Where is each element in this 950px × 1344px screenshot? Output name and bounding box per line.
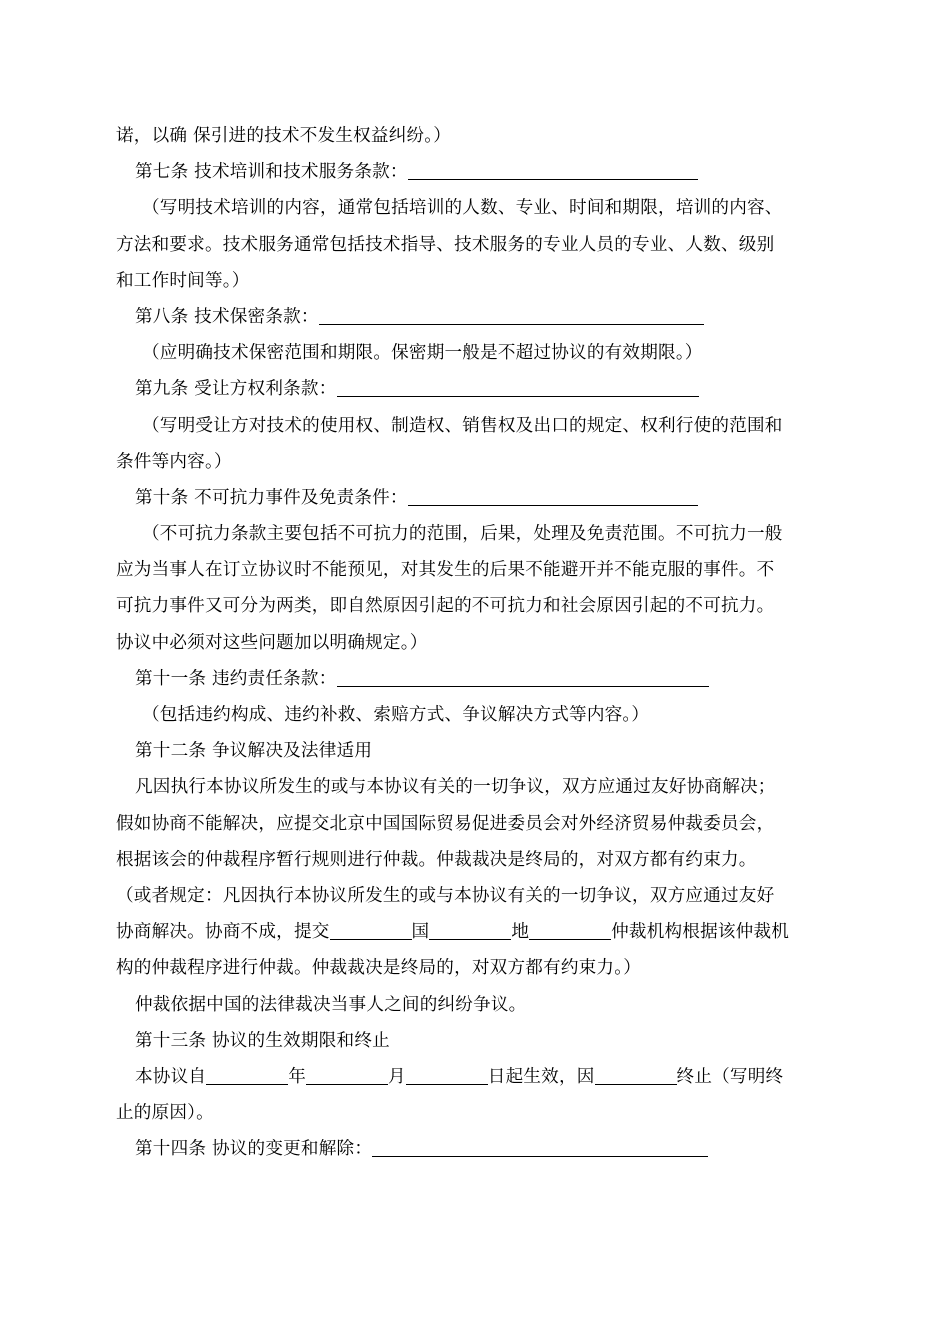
text-segment: 地 xyxy=(511,922,530,943)
text-line: 条件等内容。） xyxy=(116,451,232,472)
text-segment: 月 xyxy=(387,1066,406,1087)
fill-in-blank[interactable] xyxy=(337,666,709,687)
arbitration-line xyxy=(116,914,838,950)
text-line: 和工作时间等。） xyxy=(116,270,250,291)
clause-12-heading: 第十二条 争议解决及法律适用 xyxy=(135,741,373,762)
text-segment: 仲裁机构根据该仲裁机 xyxy=(611,922,790,943)
clause-10-title: 第十条 不可抗力事件及免责条件： xyxy=(135,487,408,508)
clause-9-heading xyxy=(116,371,838,407)
text-segment: 国 xyxy=(411,922,430,943)
year-blank[interactable] xyxy=(206,1064,288,1085)
clause-11-title: 第十一条 违约责任条款： xyxy=(135,668,337,689)
text-segment: 协商解决。协商不成，提交 xyxy=(116,922,330,943)
day-blank[interactable] xyxy=(406,1064,488,1085)
text-line: 应为当事人在订立协议时不能预见，对其发生的后果不能避开并不能克服的事件。不 xyxy=(116,560,775,581)
clause-8-title: 第八条 技术保密条款： xyxy=(135,306,319,327)
clause-7-heading xyxy=(116,154,838,190)
clause-8-heading xyxy=(116,299,838,335)
clause-10-heading xyxy=(116,480,838,516)
clause-13-heading: 第十三条 协议的生效期限和终止 xyxy=(135,1030,390,1051)
fill-in-blank[interactable] xyxy=(372,1136,708,1157)
institution-blank[interactable] xyxy=(529,919,611,940)
text-line: 根据该会的仲裁程序暂行规则进行仲裁。仲裁裁决是终局的，对双方都有约束力。 xyxy=(116,849,757,870)
country-blank[interactable] xyxy=(330,919,412,940)
text-line: （应明确技术保密范围和期限。保密期一般是不超过协议的有效期限。） xyxy=(142,343,703,364)
text-line: 仲裁依据中国的法律裁决当事人之间的纠纷争议。 xyxy=(135,994,527,1015)
text-line: （写明受让方对技术的使用权、制造权、销售权及出口的规定、权利行使的范围和 xyxy=(142,415,783,436)
text-line: 诺，以确 保引进的技术不发生权益纠纷。） xyxy=(116,126,452,146)
text-line: （不可抗力条款主要包括不可抗力的范围，后果，处理及免责范围。不可抗力一般 xyxy=(142,524,783,545)
text-line: （写明技术培训的内容，通常包括培训的人数、专业、时间和期限，培训的内容、 xyxy=(142,198,783,219)
place-blank[interactable] xyxy=(429,919,511,940)
fill-in-blank[interactable] xyxy=(408,485,698,506)
fill-in-blank[interactable] xyxy=(319,304,704,325)
clause-14-title: 第十四条 协议的变更和解除： xyxy=(135,1139,373,1160)
text-line: 止的原因）。 xyxy=(116,1103,214,1124)
clause-9-title: 第九条 受让方权利条款： xyxy=(135,379,337,400)
clause-7-title: 第七条 技术培训和技术服务条款： xyxy=(135,162,408,183)
clause-11-heading xyxy=(116,661,838,697)
termination-reason-blank[interactable] xyxy=(595,1064,677,1085)
text-line: 凡因执行本协议所发生的或与本协议有关的一切争议，双方应通过友好协商解决； xyxy=(135,777,776,798)
text-line: 协议中必须对这些问题加以明确规定。） xyxy=(116,632,428,653)
text-segment: 日起生效，因 xyxy=(487,1066,595,1087)
fill-in-blank[interactable] xyxy=(337,376,699,397)
text-line: 方法和要求。技术服务通常包括技术指导、技术服务的专业人员的专业、人数、级别 xyxy=(116,234,775,255)
text-segment: 年 xyxy=(288,1066,306,1087)
text-segment: 终止（写明终 xyxy=(676,1066,784,1087)
document-page xyxy=(116,118,838,1167)
effective-date-line xyxy=(116,1059,838,1095)
text-segment: 本协议自 xyxy=(135,1066,207,1087)
text-line: （或者规定：凡因执行本协议所发生的或与本协议有关的一切争议，双方应通过友好 xyxy=(116,885,775,906)
text-line: （包括违约构成、违约补救、索赔方式、争议解决方式等内容。） xyxy=(142,705,650,725)
text-line: 可抗力事件又可分为两类，即自然原因引起的不可抗力和社会原因引起的不可抗力。 xyxy=(116,596,775,617)
month-blank[interactable] xyxy=(306,1064,388,1085)
text-line: 构的仲裁程序进行仲裁。仲裁裁决是终局的，对双方都有约束力。） xyxy=(116,958,642,979)
text-line: 假如协商不能解决，应提交北京中国国际贸易促进委员会对外经济贸易仲裁委员会， xyxy=(116,813,775,834)
clause-14-heading xyxy=(116,1131,838,1167)
fill-in-blank[interactable] xyxy=(408,159,698,180)
